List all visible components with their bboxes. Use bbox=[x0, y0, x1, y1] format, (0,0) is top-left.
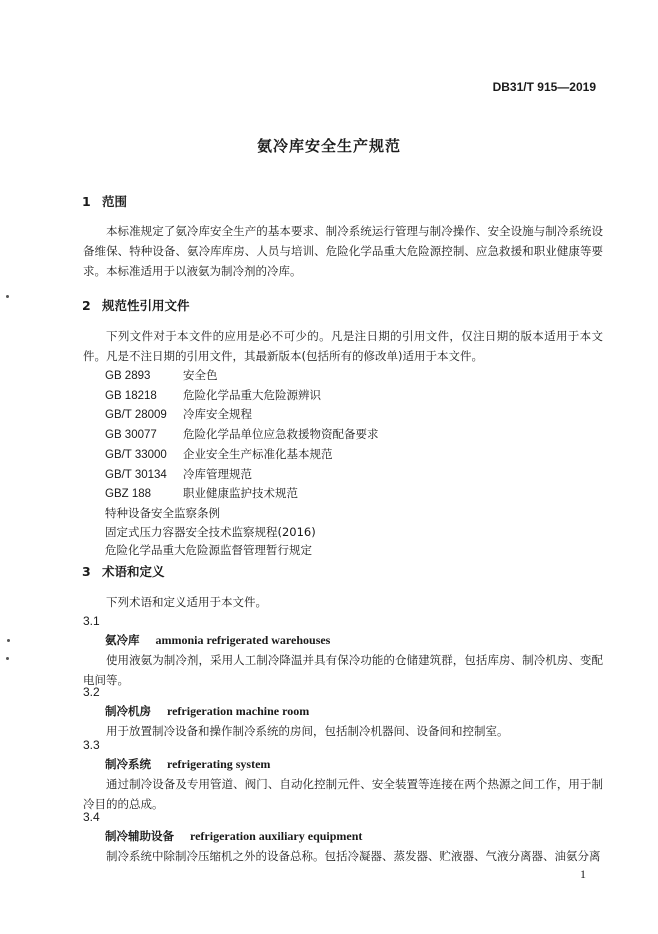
term-heading: 制冷辅助设备 refrigeration auxiliary equipment bbox=[105, 829, 363, 843]
section-1-paragraph-2: 本标准适用于以液氨为制冷剂的冷库。 bbox=[106, 264, 302, 278]
section-3-intro: 下列术语和定义适用于本文件。 bbox=[106, 595, 267, 609]
document-title: 氨冷库安全生产规范 bbox=[256, 137, 401, 155]
scan-speck bbox=[6, 657, 9, 660]
term-heading: 氨冷库 ammonia refrigerated warehouses bbox=[105, 633, 331, 647]
term-heading: 制冷机房 refrigeration machine room bbox=[105, 704, 310, 718]
term-number: 3.2 bbox=[83, 685, 100, 699]
section-2-heading bbox=[82, 296, 190, 314]
section-number: 3 bbox=[82, 564, 91, 579]
scan-speck bbox=[6, 295, 9, 298]
term-definition: 使用液氨为制冷剂，采用人工制冷降温并具有保冷功能的仓储建筑群，包括库房、制冷机房、变配电间等。 bbox=[83, 653, 603, 687]
term-number: 3.3 bbox=[83, 738, 100, 752]
term-number: 3.1 bbox=[83, 614, 100, 628]
scan-speck bbox=[7, 639, 10, 642]
reference-item: 固定式压力容器安全技术监察规程(2016) bbox=[105, 524, 316, 539]
section-1-heading bbox=[82, 192, 127, 210]
term-definition: 制冷系统中除制冷压缩机之外的设备总称。包括冷凝器、蒸发器、贮液器、气液分离器、油氨分离 bbox=[106, 849, 601, 863]
term-number: 3.4 bbox=[83, 810, 100, 824]
section-title: 范围 bbox=[102, 194, 128, 209]
reference-item: GB 30077 危险化学品单位应急救援物资配备要求 bbox=[105, 427, 379, 442]
reference-item: GBZ 188 职业健康监护技术规范 bbox=[105, 486, 298, 501]
reference-item: GB/T 30134 冷库管理规范 bbox=[105, 466, 252, 481]
term-definition: 通过制冷设备及专用管道、阀门、自动化控制元件、安全装置等连接在两个热源之间工作，用于制冷目的的总成。 bbox=[83, 777, 603, 811]
reference-item: 危险化学品重大危险源监督管理暂行规定 bbox=[105, 543, 312, 558]
section-number: 1 bbox=[82, 194, 91, 209]
section-title: 术语和定义 bbox=[102, 564, 165, 579]
reference-item: GB 18218 危险化学品重大危险源辨识 bbox=[105, 387, 321, 402]
reference-item: 特种设备安全监察条例 bbox=[105, 505, 220, 520]
page-number: 1 bbox=[580, 867, 586, 881]
term-definition: 用于放置制冷设备和操作制冷系统的房间，包括制冷机器间、设备间和控制室。 bbox=[106, 724, 509, 738]
section-number: 2 bbox=[82, 298, 91, 313]
section-3-heading bbox=[82, 562, 165, 580]
normative-references-list bbox=[105, 366, 379, 560]
section-title: 规范性引用文件 bbox=[102, 298, 190, 313]
reference-item: GB/T 28009 冷库安全规程 bbox=[105, 407, 252, 422]
term-heading: 制冷系统 refrigerating system bbox=[105, 757, 271, 771]
reference-item: GB/T 33000 企业安全生产标准化基本规范 bbox=[105, 446, 333, 461]
section-2-intro: 下列文件对于本文件的应用是必不可少的。凡是注日期的引用文件，仅注日期的版本适用于本文件。凡是不注日期的引用文件，其最新版本(包括所有的修改单)适用于本文件。 bbox=[83, 329, 603, 363]
reference-item: GB 2893 安全色 bbox=[105, 368, 218, 382]
section-1-paragraph-1: 本标准规定了氨冷库安全生产的基本要求、制冷系统运行管理与制冷操作、安全设施与制冷系统设备维保、特种设备、氨冷库库房、人员与培训、危险化学品重大危险源控制、应急救援和职业健康等要求。 bbox=[83, 224, 603, 278]
document-code: DB31/T 915—2019 bbox=[492, 80, 596, 94]
